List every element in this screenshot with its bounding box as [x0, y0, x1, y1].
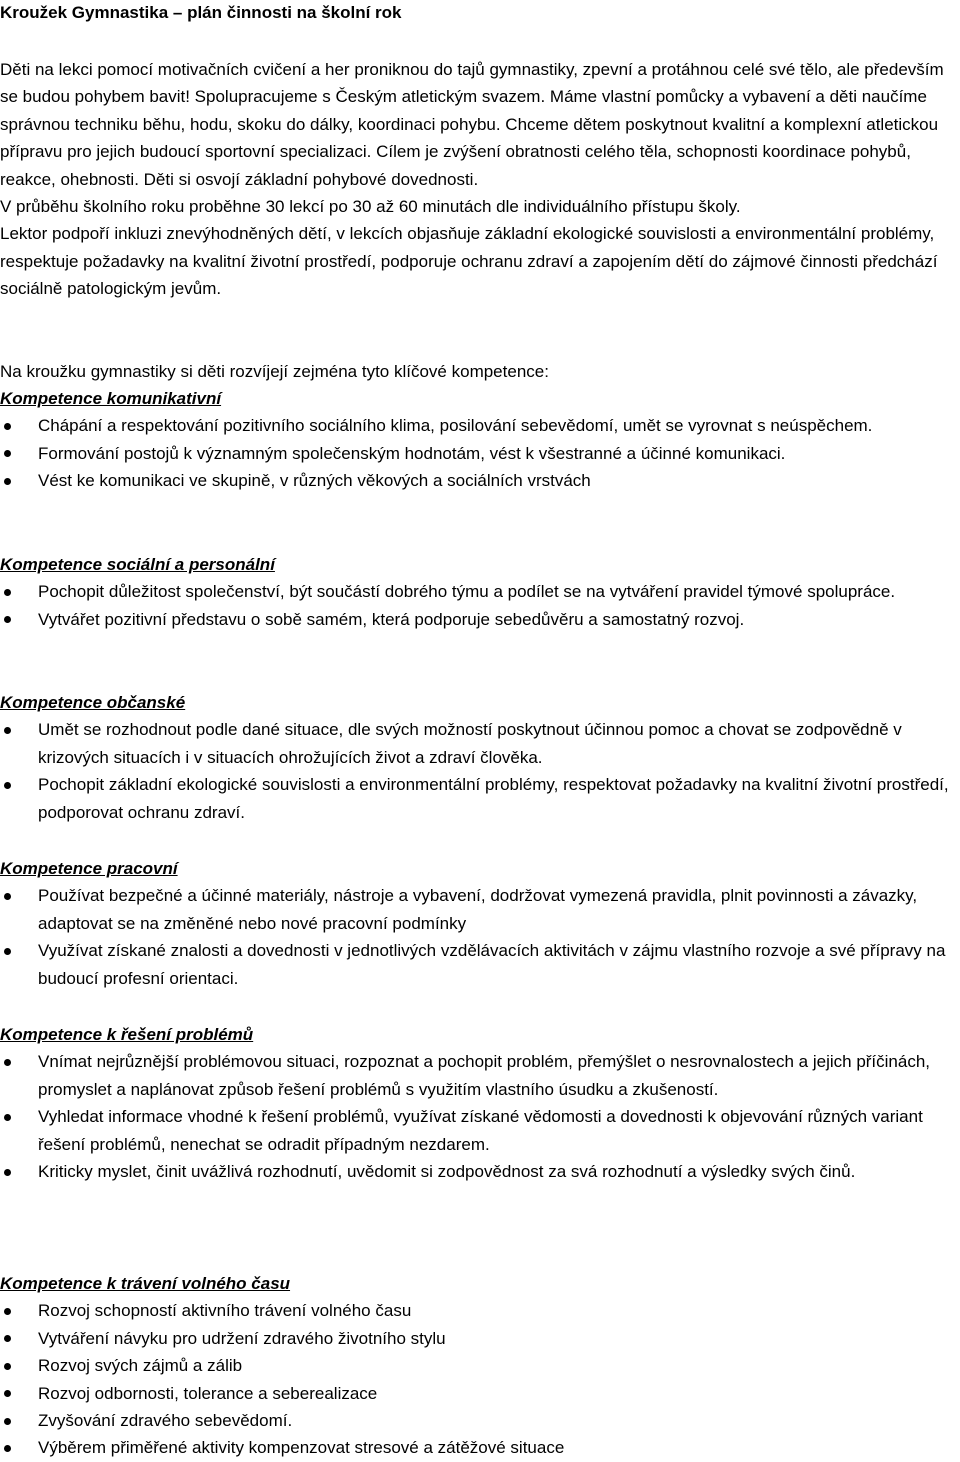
list-item: [0, 1048, 958, 1103]
list-item: [0, 771, 958, 826]
list-item-text: Využívat získané znalosti a dovednosti v jednotlivých vzdělávacích aktivitách v zájmu vlastního rozvoje a své přípravy na budoucí profesní orientaci.: [38, 941, 946, 988]
list-item-text: Výběrem přiměřené aktivity kompenzovat stresové a zátěžové situace: [38, 1438, 565, 1458]
intro-paragraph: V průběhu školního roku proběhne 30 lekcí po 30 až 60 minutách dle individuálního přístupu školy.: [0, 197, 741, 217]
list-item-text: Používat bezpečné a účinné materiály, nástroje a vybavení, dodržovat vymezená pravidla, plnit povinnosti a závazky, adaptovat se na změněné nebo nové pracovní podmínky: [38, 886, 918, 933]
bullet-list: [0, 882, 958, 992]
section-heading: Kompetence sociální a personální: [0, 555, 275, 574]
section-problem-solving: [0, 1021, 958, 1185]
list-item: [0, 1407, 958, 1434]
list-item: [0, 412, 958, 439]
list-item-text: Pochopit důležitost společenství, být součástí dobrého týmu a podílet se na vytváření pravidel týmové spolupráce.: [38, 582, 896, 602]
list-item-text: Rozvoj schopností aktivního trávení volného času: [38, 1301, 412, 1321]
list-item: [0, 578, 958, 605]
list-item: [0, 1325, 958, 1352]
document-title: Kroužek Gymnastika – plán činnosti na školní rok: [0, 3, 402, 22]
list-item: [0, 882, 958, 937]
list-item-text: Vnímat nejrůznější problémovou situaci, rozpoznat a pochopit problém, přemýšlet o nesrovnalostech a jejich příčinách, promyslet a naplánovat způsob řešení problémů s využitím vlastního úsudku a zkušeností.: [38, 1052, 931, 1099]
bullet-icon: [4, 450, 11, 457]
list-item: [0, 440, 958, 467]
list-item: [0, 1297, 958, 1324]
list-item-text: Vést ke komunikaci ve skupině, v různých věkových a sociálních vrstvách: [38, 471, 591, 491]
list-item-text: Formování postojů k významným společenským hodnotám, vést k všestranné a účinné komunikaci.: [38, 443, 786, 463]
bullet-icon: [4, 893, 11, 900]
list-item-text: Umět se rozhodnout podle dané situace, dle svých možností poskytnout účinnou pomoc a chovat se zodpovědně v krizových situacích i v situacích ohrožujících život a zdraví člověka.: [38, 720, 902, 767]
section-work: [0, 855, 958, 992]
bullet-icon: [4, 782, 11, 789]
section-civic: [0, 689, 958, 826]
list-item-text: Vyhledat informace vhodné k řešení problémů, využívat získané vědomosti a dovednosti k objevování různých variant řešení problémů, nenechat se odradit případným nezdarem.: [38, 1107, 923, 1154]
competences-lead: Na kroužku gymnastiky si děti rozvíjejí zejména tyto klíčové kompetence:: [0, 362, 549, 381]
bullet-list: [0, 578, 958, 633]
section-heading: Kompetence k řešení problémů: [0, 1025, 254, 1044]
list-item: [0, 1158, 958, 1185]
list-item: [0, 1380, 958, 1407]
intro-paragraph: Lektor podpoří inkluzi znevýhodněných dětí, v lekcích objasňuje základní ekologické souvislosti a environmentální problémy, respektuje požadavky na kvalitní životní prostředí, podporuje ochranu zdraví a zapojením dětí do zájmové činnosti předchází sociálně patologickým jevům.: [0, 224, 938, 299]
list-item: [0, 467, 958, 494]
section-communicative: [0, 385, 958, 495]
list-item-text: Chápání a respektování pozitivního sociálního klima, posilování sebevědomí, umět se vyrovnat s neúspěchem.: [38, 416, 873, 436]
section-heading: Kompetence k trávení volného času: [0, 1274, 291, 1293]
list-item: [0, 716, 958, 771]
bullet-list: [0, 716, 958, 826]
bullet-icon: [4, 1059, 11, 1066]
list-item-text: Vytváření návyku pro udržení zdravého životního stylu: [38, 1328, 446, 1348]
list-item: [0, 606, 958, 633]
list-item-text: Rozvoj svých zájmů a zálib: [38, 1356, 243, 1376]
bullet-list: [0, 412, 958, 494]
section-heading: Kompetence pracovní: [0, 859, 178, 878]
section-heading: Kompetence komunikativní: [0, 389, 222, 408]
section-leisure: [0, 1270, 958, 1462]
list-item: [0, 1103, 958, 1158]
list-item-text: Zvyšování zdravého sebevědomí.: [38, 1411, 293, 1431]
list-item: [0, 1352, 958, 1379]
bullet-icon: [4, 478, 11, 485]
bullet-icon: [4, 727, 11, 734]
bullet-icon: [4, 1335, 11, 1342]
bullet-icon: [4, 589, 11, 596]
section-social-personal: [0, 551, 958, 633]
bullet-icon: [4, 616, 11, 623]
bullet-icon: [4, 1390, 11, 1397]
list-item-text: Rozvoj odbornosti, tolerance a seberealizace: [38, 1383, 378, 1403]
list-item: [0, 937, 958, 992]
bullet-icon: [4, 1445, 11, 1452]
intro-paragraph: Děti na lekci pomocí motivačních cvičení a her proniknou do tajů gymnastiky, zpevní a protáhnou celé své tělo, ale především se budou pohybem bavit! Spolupracujeme s Českým atletickým svazem. Máme vlastní pomůcky a vybavení a děti naučíme správnou techniku běhu, hodu, skoku do dálky, koordinaci pohybu. Chceme dětem poskytnout kvalitní a komplexní atletickou přípravu pro jejich budoucí sportovní specializaci. Cílem je zvýšení obratnosti celého těla, schopnosti koordinace pohybů, reakce, ohebnosti. Děti si osvojí základní pohybové dovednosti.: [0, 60, 944, 189]
bullet-icon: [4, 423, 11, 430]
bullet-list: [0, 1048, 958, 1185]
list-item-text: Vytvářet pozitivní představu o sobě samém, která podporuje sebedůvěru a samostatný rozvoj.: [38, 609, 745, 629]
bullet-icon: [4, 1363, 11, 1370]
intro-block: [0, 56, 958, 303]
bullet-icon: [4, 1169, 11, 1176]
bullet-icon: [4, 1418, 11, 1425]
section-heading: Kompetence občanské: [0, 693, 186, 712]
bullet-icon: [4, 1114, 11, 1121]
list-item-text: Kriticky myslet, činit uvážlivá rozhodnutí, uvědomit si zodpovědnost za svá rozhodnutí a výsledky svých činů.: [38, 1162, 856, 1182]
bullet-list: [0, 1297, 958, 1461]
list-item: [0, 1434, 958, 1461]
bullet-icon: [4, 948, 11, 955]
bullet-icon: [4, 1308, 11, 1315]
list-item-text: Pochopit základní ekologické souvislosti a environmentální problémy, respektovat požadavky na kvalitní životní prostředí, podporovat ochranu zdraví.: [38, 775, 949, 822]
